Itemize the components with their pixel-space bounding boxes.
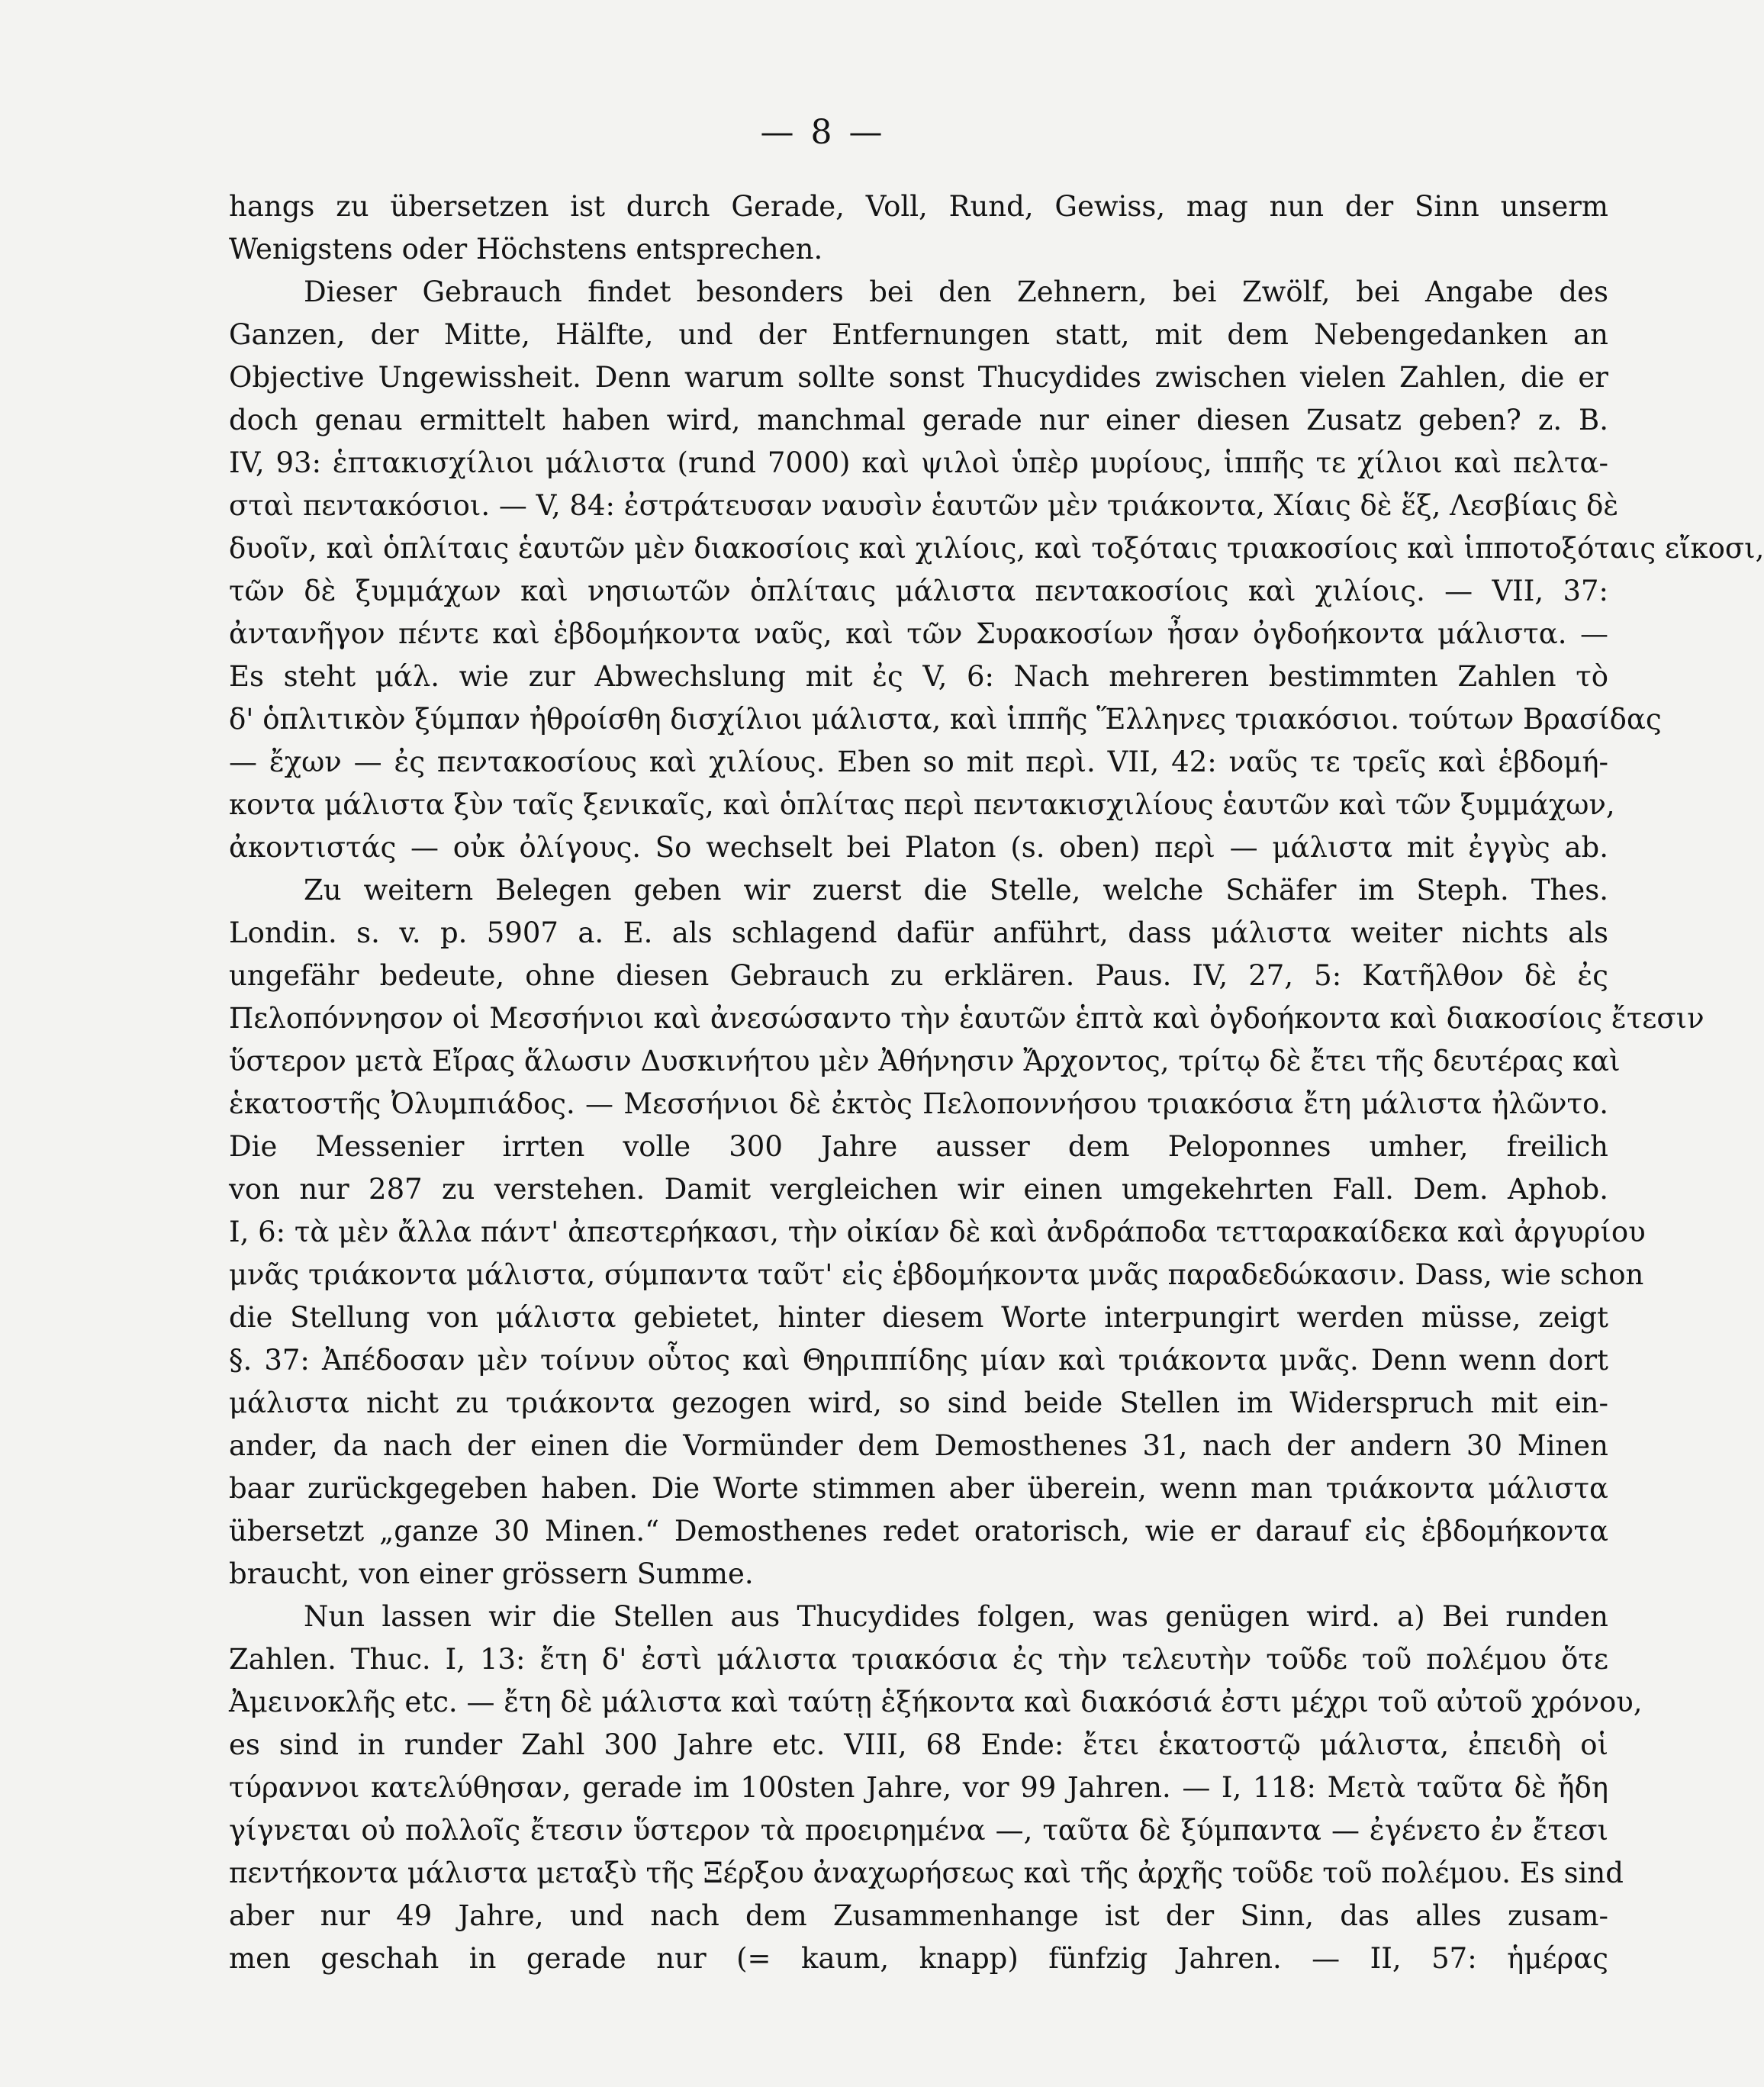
text-line: ἀντανῆγον πέντε καὶ ἑβδομήκοντα ναῦς, καὶ τῶν Συρακοσίων ἦσαν ὀγδοήκοντα μάλιστα. — [229,617,1608,650]
text-line: δ' ὁπλιτικὸν ξύμπαν ἠθροίσθη δισχίλιοι μάλιστα, καὶ ἱππῆς Ἕλληνες τριακόσιοι. τούτων Βρασίδας [229,703,1662,736]
text-line: ander, da nach der einen die Vormünder dem Demosthenes 31, nach der andern 30 Minen [229,1429,1608,1462]
text-line: Nun lassen wir die Stellen aus Thucydides folgen, was genügen wird. a) Bei runden [304,1600,1608,1633]
text-line: Ganzen, der Mitte, Hälfte, und der Entfernungen statt, mit dem Nebengedanken an [229,318,1608,351]
text-line: doch genau ermittelt haben wird, manchmal gerade nur einer diesen Zusatz geben? z. B. [229,404,1608,436]
text-line: ἀκοντιστάς — οὐκ ὀλίγους. So wechselt bei Platon (s. oben) περὶ — μάλιστα mit ἐγγὺς ab. [229,831,1608,864]
text-line: κοντα μάλιστα ξὺν ταῖς ξενικαῖς, καὶ ὁπλίτας περὶ πεντακισχιλίους ἑαυτῶν καὶ τῶν ξυμμάχων, [229,788,1615,821]
text-line: IV, 93: ἑπτακισχίλιοι μάλιστα (rund 7000) καὶ ψιλοὶ ὑπὲρ μυρίους, ἱππῆς τε χίλιοι καὶ πελτα- [229,446,1608,479]
text-line: ὕστερον μετὰ Εἴρας ἅλωσιν Δυσκινήτου μὲν Ἀθήνησιν Ἄρχοντος, τρίτῳ δὲ ἔτει τῆς δευτέρας καὶ [229,1045,1621,1077]
text-line: baar zurückgegeben haben. Die Worte stimmen aber überein, wenn man τριάκοντα μάλιστα [229,1472,1608,1505]
text-line: ungefähr bedeute, ohne diesen Gebrauch zu erklären. Paus. IV, 27, 5: Κατῆλθον δὲ ἐς [229,959,1608,992]
text-line: δυοῖν, καὶ ὁπλίταις ἑαυτῶν μὲν διακοσίοις καὶ χιλίοις, καὶ τοξόταις τριακοσίοις καὶ ἱπποτοξόταις εἴκοσι, [229,532,1764,565]
text-line: §. 37: Ἀπέδοσαν μὲν τοίνυν οὗτος καὶ Θηριππίδης μίαν καὶ τριάκοντα μνᾶς. Denn wenn dort [229,1344,1608,1377]
text-line: μάλιστα nicht zu τριάκοντα gezogen wird, so sind beide Stellen im Widerspruch mit ein- [229,1387,1608,1419]
text-line: I, 6: τὰ μὲν ἄλλα πάντ' ἀπεστερήκασι, τὴν οἰκίαν δὲ καὶ ἀνδράποδα τετταρακαίδεκα καὶ ἀργυρίου [229,1216,1646,1248]
text-line: πεντήκοντα μάλιστα μεταξὺ τῆς Ξέρξου ἀναχωρήσεως καὶ τῆς ἀρχῆς τοῦδε τοῦ πολέμου. Es sind [229,1857,1624,1889]
text-line: von nur 287 zu verstehen. Damit vergleichen wir einen umgekehrten Fall. Dem. Aphob. [229,1173,1608,1206]
text-line: hangs zu übersetzen ist durch Gerade, Voll, Rund, Gewiss, mag nun der Sinn unserm [229,190,1608,223]
text-line: Ἀμεινοκλῆς etc. — ἔτη δὲ μάλιστα καὶ ταύτῃ ἑξήκοντα καὶ διακόσιά ἐστι μέχρι τοῦ αὐτοῦ χρόνου, [229,1686,1643,1718]
text-line: aber nur 49 Jahre, und nach dem Zusammenhange ist der Sinn, das alles zusam- [229,1899,1608,1932]
text-line: Zu weitern Belegen geben wir zuerst die Stelle, welche Schäfer im Steph. Thes. [304,874,1608,907]
text-line: — ἔχων — ἐς πεντακοσίους καὶ χιλίους. Eben so mit περὶ. VII, 42: ναῦς τε τρεῖς καὶ ἑβδομή- [229,746,1608,778]
text-line: Die Messenier irrten volle 300 Jahre ausser dem Peloponnes umher, freilich [229,1130,1608,1163]
text-line: Objective Ungewissheit. Denn warum sollte sonst Thucydides zwischen vielen Zahlen, die er [229,361,1608,394]
page-number: — 8 — [760,113,886,152]
text-line: übersetzt „ganze 30 Minen.“ Demosthenes redet oratorisch, wie er darauf εἰς ἑβδομήκοντα [229,1515,1608,1548]
text-line: Zahlen. Thuc. I, 13: ἔτη δ' ἐστὶ μάλιστα τριακόσια ἐς τὴν τελευτὴν τοῦδε τοῦ πολέμου ὅτε [229,1643,1608,1676]
text-line: es sind in runder Zahl 300 Jahre etc. VIII, 68 Ende: ἔτει ἑκατοστῷ μάλιστα, ἐπειδὴ οἱ [229,1728,1608,1761]
text-line: γίγνεται οὐ πολλοῖς ἔτεσιν ὕστερον τὰ προειρημένα —, ταῦτα δὲ ξύμπαντα — ἐγένετο ἐν ἔτεσι [229,1814,1608,1847]
text-line: Es steht μάλ. wie zur Abwechslung mit ἐς V, 6: Nach mehreren bestimmten Zahlen τὸ [229,660,1608,693]
body-text [229,185,1764,1980]
text-line: die Stellung von μάλιστα gebietet, hinter diesem Worte interpungirt werden müsse, zeigt [229,1301,1608,1334]
text-line: Wenigstens oder Höchstens entsprechen. [229,233,823,266]
text-line: Londin. s. v. p. 5907 a. E. als schlagend dafür anführt, dass μάλιστα weiter nichts als [229,916,1608,949]
text-line: τύραννοι κατελύθησαν, gerade im 100sten Jahre, vor 99 Jahren. — I, 118: Μετὰ ταῦτα δὲ ἤδη [229,1771,1608,1804]
text-line: Πελοπόννησον οἱ Μεσσήνιοι καὶ ἀνεσώσαντο τὴν ἑαυτῶν ἑπτὰ καὶ ὀγδοήκοντα καὶ διακοσίοις ἔτεσιν [229,1002,1704,1035]
text-line: braucht, von einer grössern Summe. [229,1557,754,1590]
text-line: Dieser Gebrauch findet besonders bei den Zehnern, bei Zwölf, bei Angabe des [304,275,1608,308]
text-line: μνᾶς τριάκοντα μάλιστα, σύμπαντα ταῦτ' εἰς ἑβδομήκοντα μνᾶς παραδεδώκασιν. Dass, wie schon [229,1258,1644,1291]
text-line: σταὶ πεντακόσιοι. — V, 84: ἐστράτευσαν ναυσὶν ἑαυτῶν μὲν τριάκοντα, Χίαις δὲ ἕξ, Λεσβίαις δὲ [229,489,1619,522]
text-line: τῶν δὲ ξυμμάχων καὶ νησιωτῶν ὁπλίταις μάλιστα πεντακοσίοις καὶ χιλίοις. — VII, 37: [229,575,1608,607]
text-line: ἑκατοστῆς Ὀλυμπιάδος. — Μεσσήνιοι δὲ ἐκτὸς Πελοποννήσου τριακόσια ἔτη μάλιστα ἠλῶντο. [229,1087,1608,1120]
text-line: men geschah in gerade nur (= kaum, knapp) fünfzig Jahren. — II, 57: ἡμέρας [229,1942,1608,1975]
